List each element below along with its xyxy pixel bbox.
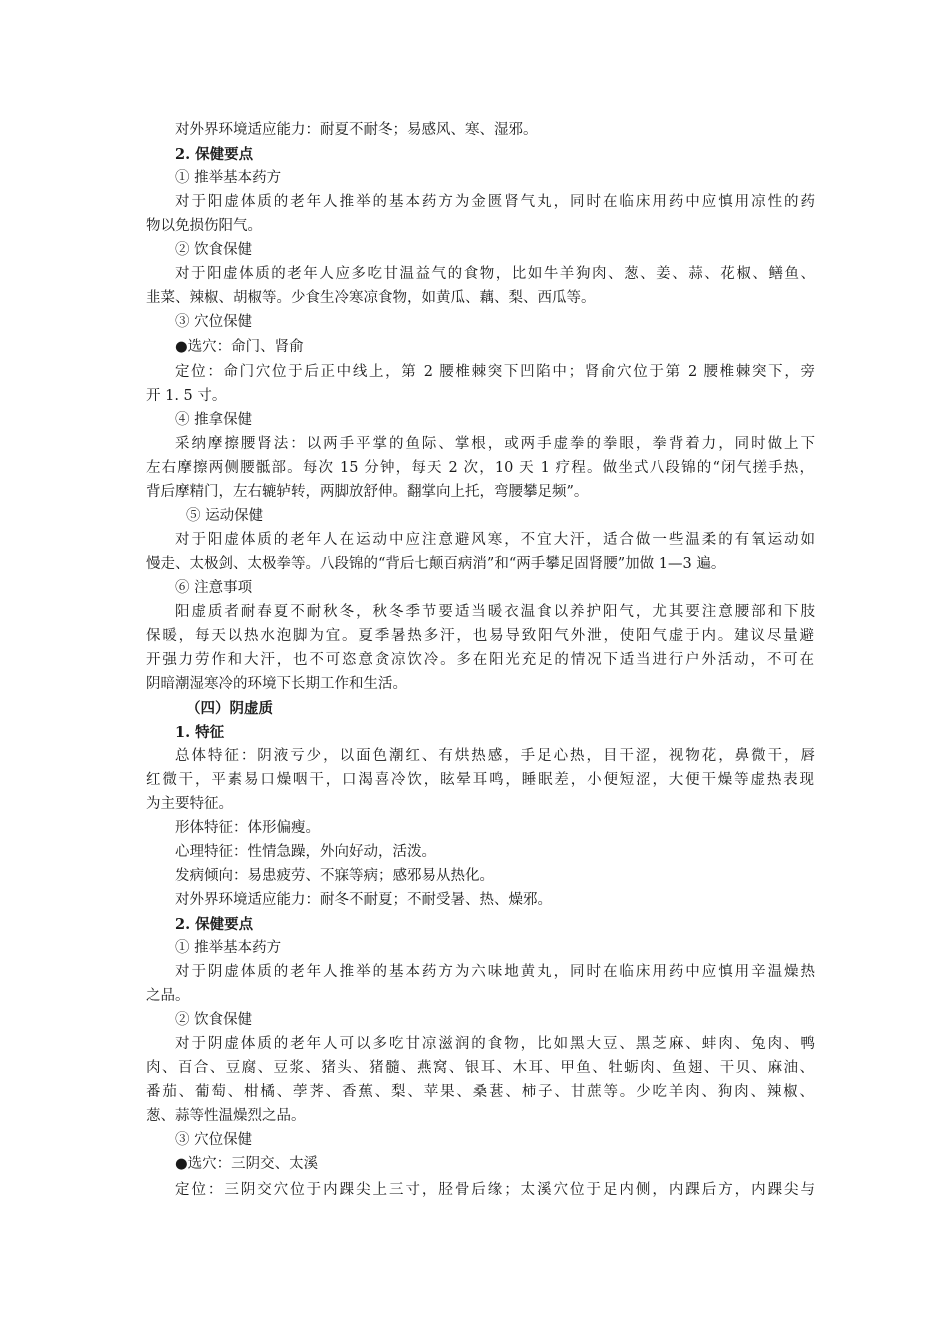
text-line: 对于阳虚体质的老年人在运动中应注意避风寒，不宜大汗，适合做一些温柔的有氧运动如 bbox=[175, 532, 815, 548]
text-line: 发病倾向：易患疲劳、不寐等病；感邪易从热化。 bbox=[175, 868, 494, 884]
text-line: 开 1. 5 寸。 bbox=[146, 388, 227, 404]
subsection-heading: ④ 推拿保健 bbox=[175, 412, 253, 428]
text-line: 形体特征：体形偏瘦。 bbox=[175, 820, 320, 836]
section-heading: 2. 保健要点 bbox=[175, 146, 254, 163]
text-line: 之品。 bbox=[146, 988, 190, 1004]
text-line: 保暖，每天以热水泡脚为宜。夏季暑热多汗，也易导致阳气外泄，使阳气虚于内。建议尽量避 bbox=[146, 628, 814, 644]
section-heading: （四）阴虚质 bbox=[186, 700, 273, 717]
bullet-item: ●选穴：命门、肾俞 bbox=[175, 339, 304, 355]
text-line: 采纳摩擦腰肾法：以两手平掌的鱼际、掌根，或两手虚拳的拳眼，拳背着力，同时做上下 bbox=[175, 436, 815, 452]
section-heading: 2. 保健要点 bbox=[175, 916, 254, 933]
text-line: 红微干，平素易口燥咽干，口渴喜冷饮，眩晕耳鸣，睡眠差，小便短涩，大便干燥等虚热表现 bbox=[146, 772, 814, 788]
text-line: 开强力劳作和大汗，也不可恣意贪凉饮冷。多在阳光充足的情况下适当进行户外活动，不可在 bbox=[146, 652, 814, 668]
text-line: 对于阴虚体质的老年人推举的基本药方为六味地黄丸，同时在临床用药中应慎用辛温燥热 bbox=[175, 964, 815, 980]
subsection-heading: ② 饮食保健 bbox=[175, 242, 253, 258]
bullet-item: ●选穴：三阴交、太溪 bbox=[175, 1156, 319, 1172]
text-line: 肉、百合、豆腐、豆浆、猪头、猪髓、燕窝、银耳、木耳、甲鱼、牡蛎肉、鱼翅、干贝、麻油、 bbox=[146, 1060, 814, 1076]
text-line: 对于阳虚体质的老年人应多吃甘温益气的食物，比如牛羊狗肉、葱、姜、蒜、花椒、鳝鱼、 bbox=[175, 266, 815, 282]
text-line: 葱、蒜等性温燥烈之品。 bbox=[146, 1108, 306, 1124]
text-line: 对于阳虚体质的老年人推举的基本药方为金匮肾气丸，同时在临床用药中应慎用凉性的药 bbox=[175, 194, 815, 210]
text-line: 心理特征：性情急躁，外向好动，活泼。 bbox=[175, 844, 436, 860]
subsection-heading: ① 推举基本药方 bbox=[175, 940, 282, 956]
text-line: 对于阴虚体质的老年人可以多吃甘凉滋润的食物，比如黑大豆、黑芝麻、蚌肉、兔肉、鸭 bbox=[175, 1036, 815, 1052]
subsection-heading: ① 推举基本药方 bbox=[175, 170, 282, 186]
text-line: 对外界环境适应能力：耐冬不耐夏；不耐受暑、热、燥邪。 bbox=[175, 892, 552, 908]
text-line: 阳虚质者耐春夏不耐秋冬，秋冬季节要适当暖衣温食以养护阳气，尤其要注意腰部和下肢 bbox=[175, 604, 815, 620]
text-line: 定位：三阴交穴位于内踝尖上三寸，胫骨后缘；太溪穴位于足内侧，内踝后方，内踝尖与 bbox=[175, 1182, 815, 1198]
text-line: 番茄、葡萄、柑橘、荸荠、香蕉、梨、苹果、桑葚、柿子、甘蔗等。少吃羊肉、狗肉、辣椒、 bbox=[146, 1084, 814, 1100]
text-line: 物以免损伤阳气。 bbox=[146, 218, 262, 234]
subsection-heading: ③ 穴位保健 bbox=[175, 314, 253, 330]
text-line: 总体特征：阴液亏少，以面色潮红、有烘热感，手足心热，目干涩，视物花，鼻微干，唇 bbox=[175, 748, 815, 764]
subsection-heading: ⑤ 运动保健 bbox=[186, 508, 264, 524]
section-heading: 1. 特征 bbox=[175, 724, 225, 741]
subsection-heading: ③ 穴位保健 bbox=[175, 1132, 253, 1148]
subsection-heading: ⑥ 注意事项 bbox=[175, 580, 253, 596]
text-line: 为主要特征。 bbox=[146, 796, 233, 812]
text-line: 左右摩擦两侧腰骶部。每次 15 分钟，每天 2 次，10 天 1 疗程。做坐式八段锦的“闭气搓手热， bbox=[146, 460, 814, 476]
text-line: 对外界环境适应能力：耐夏不耐冬；易感风、寒、湿邪。 bbox=[175, 122, 538, 138]
text-line: 韭菜、辣椒、胡椒等。少食生冷寒凉食物，如黄瓜、藕、梨、西瓜等。 bbox=[146, 290, 596, 306]
text-line: 定位：命门穴位于后正中线上，第 2 腰椎棘突下凹陷中；肾俞穴位于第 2 腰椎棘突下，旁 bbox=[175, 364, 815, 380]
subsection-heading: ② 饮食保健 bbox=[175, 1012, 253, 1028]
text-line: 慢走、太极剑、太极拳等。八段锦的“背后七颠百病消”和“两手攀足固肾腰”加做 1—3 遍。 bbox=[146, 556, 726, 572]
text-line: 阴暗潮湿寒冷的环境下长期工作和生活。 bbox=[146, 676, 407, 692]
text-line: 背后摩精门，左右辘轳转，两脚放舒伸。翻掌向上托，弯腰攀足频”。 bbox=[146, 484, 589, 500]
